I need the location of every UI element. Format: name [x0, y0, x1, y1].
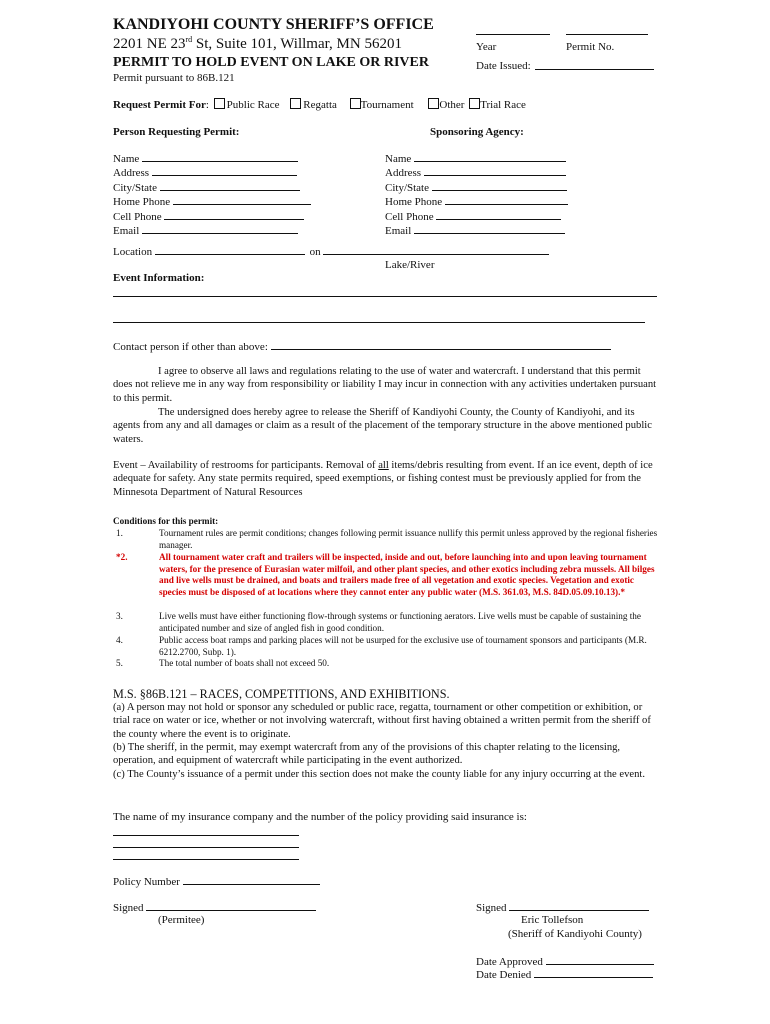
condition-3-text: Live wells must have either functioning flow-through systems or functioning aerators. Live wells must be capable of sustaining the anticipated number and size of angled fish in good condition.: [159, 611, 641, 633]
agency-city-label: City/State: [385, 181, 429, 194]
sheriff-signature-field[interactable]: [509, 901, 649, 911]
condition-4-text: Public access boat ramps and parking places will not be usurped for the exclusive use of tournament sponsors and participants (M.R. 6212.2700, Subp. 1).: [159, 635, 647, 657]
statute-heading: M.S. §86B.121 – RACES, COMPETITIONS, AND EXHIBITIONS.: [113, 687, 450, 701]
person-city-field[interactable]: [160, 181, 300, 191]
agreement-paragraph-1: I agree to observe all laws and regulations relating to the use of water and watercraft. I understand that this permit does not relieve me in any way from responsibility or liability I may incur in connection with any activities undertaken pursuant to this permit.: [113, 366, 657, 404]
agency-name-field[interactable]: [414, 152, 566, 162]
person-address-field[interactable]: [152, 166, 297, 176]
agency-cell-phone-field[interactable]: [436, 210, 561, 220]
condition-3-number: 3.: [116, 611, 123, 621]
option-regatta: Regatta: [303, 99, 337, 111]
sheriff-title: (Sheriff of Kandiyohi County): [508, 928, 642, 940]
permitee-signature-row: [113, 901, 316, 915]
agency-address-label: Address: [385, 167, 422, 180]
contact-label: Contact person if other than above:: [113, 341, 268, 353]
agency-home-phone-field[interactable]: [445, 195, 568, 205]
person-name-label: Name: [113, 153, 140, 165]
date-approved-field[interactable]: [546, 955, 654, 965]
address-sup: rd: [185, 35, 193, 44]
event-notes-underlined: all: [378, 460, 389, 471]
policy-number-row: [113, 875, 320, 889]
request-permit-colon: :: [205, 99, 209, 111]
condition-1-number: 1.: [116, 528, 123, 538]
statute-reference: Permit pursuant to 86B.121: [113, 72, 235, 84]
agency-email-row: [385, 224, 568, 238]
agency-city-row: [385, 181, 568, 195]
person-fields: [113, 152, 311, 238]
year-field[interactable]: [476, 34, 550, 35]
statute-paragraph-b: (b) The sheriff, in the permit, may exempt watercraft from any of the provisions of this chapter relating to the licensing, operation, and equipment of watercraft while participating in the event authorized.: [113, 742, 621, 767]
policy-number-label: Policy Number: [113, 876, 180, 888]
event-info-label: Event Information:: [113, 272, 205, 284]
person-home-phone-label: Home Phone: [113, 196, 171, 209]
permitee-signed-label: Signed: [113, 902, 144, 914]
sheriff-name: Eric Tollefson: [521, 914, 584, 926]
person-home-phone-field[interactable]: [173, 195, 311, 205]
agency-address-field[interactable]: [424, 166, 566, 176]
lake-river-label: Lake/River: [385, 259, 435, 271]
option-other: Other: [439, 99, 465, 111]
agency-name-label: Name: [385, 153, 412, 165]
agency-cell-phone-label: Cell Phone: [385, 210, 434, 223]
sheriff-signature-row: [476, 901, 649, 915]
condition-2-number: *2.: [116, 552, 128, 562]
condition-5-text: The total number of boats shall not exceed 50.: [159, 658, 330, 668]
condition-5-number: 5.: [116, 658, 123, 668]
insurance-line-2[interactable]: [113, 847, 299, 848]
address-part-1: 2201 NE 23: [113, 36, 186, 52]
location-field[interactable]: [155, 245, 305, 255]
checkbox-trial-race[interactable]: [469, 98, 480, 109]
request-permit-label: Request Permit For: [113, 99, 206, 111]
agency-cell-phone-row: [385, 210, 568, 224]
date-denied-field[interactable]: [534, 968, 653, 978]
option-trial-race: Trial Race: [480, 99, 526, 111]
person-heading: Person Requesting Permit:: [113, 126, 240, 138]
permit-number-field[interactable]: [566, 34, 648, 35]
person-email-row: [113, 224, 311, 238]
person-email-field[interactable]: [142, 224, 298, 234]
option-tournament: Tournament: [360, 99, 414, 111]
person-city-row: [113, 181, 311, 195]
location-on-label: on: [309, 246, 321, 258]
agency-address-row: [385, 166, 568, 180]
agreement-paragraph-2: The undersigned does hereby agree to release the Sheriff of Kandiyohi County, the County of Kandiyohi, and its agents from any and all damages or claim as a result of the placement of the temporary structure in the above mentioned public waters.: [113, 407, 652, 445]
person-cell-phone-label: Cell Phone: [113, 210, 162, 223]
condition-1-text: Tournament rules are permit conditions; changes following permit issuance nullify this permit unless approved by the regional fisheries manager.: [159, 528, 658, 550]
permit-number-label: Permit No.: [566, 41, 615, 53]
year-label: Year: [476, 41, 497, 53]
permitee-signature-field[interactable]: [146, 901, 316, 911]
insurance-label: The name of my insurance company and the number of the policy providing said insurance is:: [113, 811, 527, 823]
person-cell-phone-field[interactable]: [164, 210, 304, 220]
insurance-line-3[interactable]: [113, 859, 299, 860]
agency-home-phone-label: Home Phone: [385, 196, 443, 209]
policy-number-field[interactable]: [183, 875, 320, 885]
person-name-row: [113, 152, 311, 166]
person-cell-phone-row: [113, 210, 311, 224]
insurance-line-1[interactable]: [113, 835, 299, 836]
agency-email-field[interactable]: [414, 224, 565, 234]
person-home-phone-row: [113, 195, 311, 209]
agency-city-field[interactable]: [432, 181, 567, 191]
address-part-2: St, Suite 101, Willmar, MN 56201: [192, 36, 402, 52]
person-address-label: Address: [113, 167, 150, 180]
agency-name-row: [385, 152, 568, 166]
checkbox-public-race[interactable]: [214, 98, 225, 109]
event-info-line-1[interactable]: [113, 296, 657, 297]
location-label: Location: [113, 246, 153, 258]
contact-row: [113, 340, 611, 354]
statute-paragraph-a: (a) A person may not hold or sponsor any scheduled or public race, regatta, tournament or other competition or exhibition, or trial race on water or ice, whether or not involving watercraft, without first having obtained a written permit from the sheriff of the county where the event is to originate.: [113, 702, 651, 740]
date-denied-row: [476, 968, 653, 982]
agency-home-phone-row: [385, 195, 568, 209]
contact-field[interactable]: [271, 340, 611, 350]
event-info-line-2[interactable]: [113, 322, 645, 323]
office-address: [113, 36, 402, 53]
event-notes-pre: Event – Availability of restrooms for participants. Removal of: [113, 460, 379, 471]
checkbox-regatta[interactable]: [290, 98, 301, 109]
agency-heading: Sponsoring Agency:: [430, 126, 524, 138]
conditions-heading: Conditions for this permit:: [113, 516, 219, 526]
option-public-race: Public Race: [226, 99, 280, 111]
event-notes: [113, 459, 658, 499]
date-issued-field[interactable]: [535, 69, 654, 70]
condition-2-text: All tournament water craft and trailers will be inspected, inside and out, before launching into and upon leaving tournament waters, for the presence of Eurasian water milfoil, and other plant species, and other exotics including zebra mussels. All bilges and live wells must be drained, and boats and trailers made free of all vegetation and exotic species. Vegetation and exotic species must be disposed of at locations where they cannot enter any public water (M.S. 361.03, M.S. 84D.05.09.10.13).*: [159, 552, 655, 597]
date-issued-label: Date Issued:: [476, 60, 531, 72]
date-denied-label: Date Denied: [476, 969, 532, 981]
checkbox-tournament[interactable]: [350, 98, 361, 109]
permitee-caption: (Permitee): [158, 914, 205, 926]
checkbox-other[interactable]: [428, 98, 439, 109]
agency-email-label: Email: [385, 225, 412, 238]
date-approved-label: Date Approved: [476, 956, 543, 968]
lake-river-field[interactable]: [323, 245, 549, 255]
agency-fields: [385, 152, 568, 238]
event-notes-post: items/debris resulting from event. If an ice event, depth of ice adequate for safety. Any state permits required, speed exemptions, or fishing contest must be previously applied for from the Minnesota Department of Natural Resources: [113, 460, 653, 498]
page-title: PERMIT TO HOLD EVENT ON LAKE OR RIVER: [113, 55, 429, 70]
request-permit-row: [113, 98, 526, 112]
person-address-row: [113, 166, 311, 180]
office-title: KANDIYOHI COUNTY SHERIFF’S OFFICE: [113, 16, 434, 33]
sheriff-signed-label: Signed: [476, 902, 507, 914]
person-city-label: City/State: [113, 181, 157, 194]
location-row: [113, 245, 549, 259]
statute-paragraph-c: (c) The County’s issuance of a permit under this section does not make the county liable for any injury occurring at the event.: [113, 769, 645, 780]
person-name-field[interactable]: [142, 152, 298, 162]
condition-4-number: 4.: [116, 635, 123, 645]
date-approved-row: [476, 955, 654, 969]
person-email-label: Email: [113, 225, 140, 238]
